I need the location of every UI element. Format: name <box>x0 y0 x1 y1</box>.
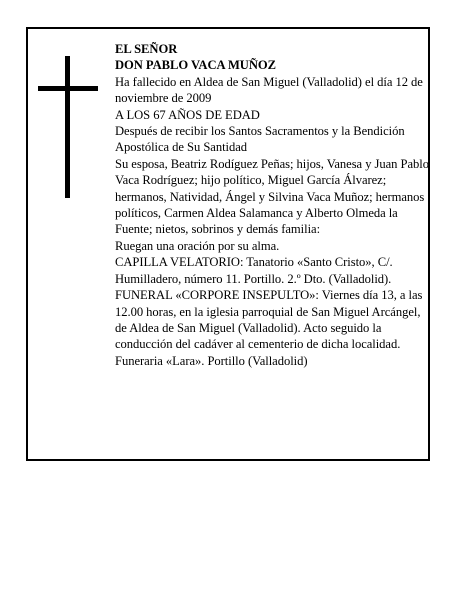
notice-title: EL SEÑOR <box>115 42 178 56</box>
prayer-request: Ruegan una oración por su alma. <box>115 238 280 253</box>
cross-vertical-bar <box>65 56 70 198</box>
notice-text <box>115 41 429 369</box>
sacraments-line: Después de recibir los Santos Sacramentos y la Bendición Apostólica de Su Santidad <box>115 124 405 155</box>
cross-horizontal-bar <box>38 86 98 91</box>
obituary-notice <box>26 27 430 461</box>
latin-cross-icon <box>38 56 98 198</box>
chapel-info: CAPILLA VELATORIO: Tanatorio «Santo Cristo», C/. Humilladero, número 11. Portillo. 2.º Dto. (Valladolid). <box>115 255 393 286</box>
age-line: A LOS 67 AÑOS DE EDAD <box>115 107 260 122</box>
death-info: Ha fallecido en Aldea de San Miguel (Valladolid) el día 12 de noviembre de 2009 <box>115 74 423 106</box>
funeral-info: FUNERAL «CORPORE INSEPULTO»: Viernes día 13, a las 12.00 horas, en la iglesia parroquial de San Miguel Arcángel, de Aldea de San Miguel (Valladolid). Acto seguido la conducción del cadáver al cementerio de dicha localidad. <box>115 288 423 352</box>
family-list: Su esposa, Beatriz Rodíguez Peñas; hijos, Vanesa y Juan Pablo Vaca Rodríguez; hijo político, Miguel García Álvarez; hermanos, Natividad, Ángel y Silvina Vaca Muñoz; hermanos políticos, Carmen Aldea Salamanca y Alberto Olmeda la Fuente; nietos, sobrinos y demás familia: <box>115 156 429 237</box>
deceased-name: DON PABLO VACA MUÑOZ <box>115 58 276 73</box>
funeral-home: Funeraria «Lara». Portillo (Valladolid) <box>115 353 308 368</box>
